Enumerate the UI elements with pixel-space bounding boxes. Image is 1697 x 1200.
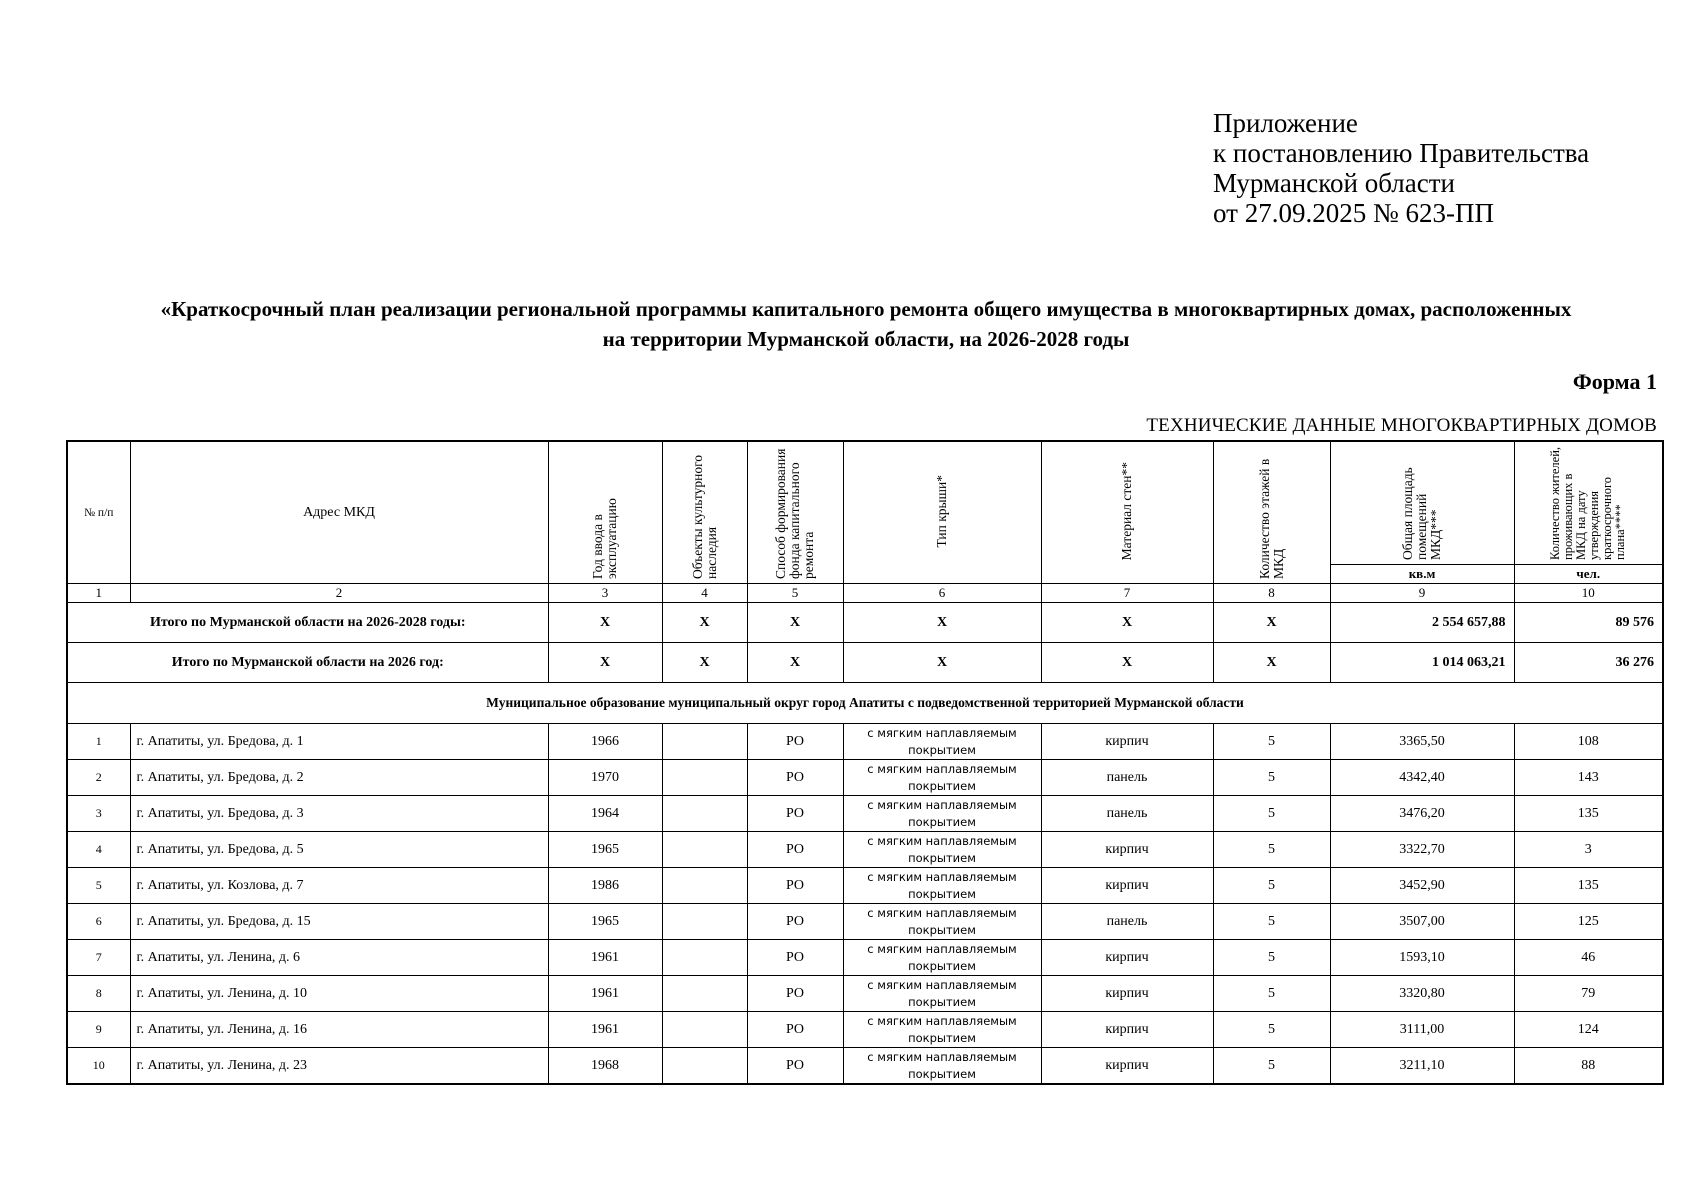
column-number: 6 bbox=[843, 584, 1041, 603]
row-address: г. Апатиты, ул. Ленина, д. 10 bbox=[130, 976, 548, 1012]
column-number: 10 bbox=[1514, 584, 1663, 603]
total-mark: X bbox=[843, 643, 1041, 683]
row-fund: РО bbox=[747, 904, 843, 940]
row-roof-type: с мягким наплавляемым покрытием bbox=[843, 976, 1041, 1012]
row-area: 3365,50 bbox=[1330, 724, 1514, 760]
column-number-row bbox=[67, 584, 1663, 603]
row-residents: 3 bbox=[1514, 832, 1663, 868]
total-row bbox=[67, 643, 1663, 683]
row-address: г. Апатиты, ул. Ленина, д. 23 bbox=[130, 1048, 548, 1085]
total-residents: 36 276 bbox=[1514, 643, 1663, 683]
column-number: 4 bbox=[662, 584, 747, 603]
row-area: 3507,00 bbox=[1330, 904, 1514, 940]
header-floors-text: Количество этажей в МКД bbox=[1256, 458, 1286, 579]
column-number: 3 bbox=[548, 584, 662, 603]
row-residents: 125 bbox=[1514, 904, 1663, 940]
row-floors: 5 bbox=[1213, 1012, 1330, 1048]
row-roof-type: с мягким наплавляемым покрытием bbox=[843, 832, 1041, 868]
row-floors: 5 bbox=[1213, 832, 1330, 868]
municipality-name: Муниципальное образование муниципальный округ город Апатиты с подведомственной территорией Мурманской области bbox=[67, 683, 1663, 724]
total-mark: X bbox=[843, 603, 1041, 643]
row-year: 1961 bbox=[548, 940, 662, 976]
row-area: 1593,10 bbox=[1330, 940, 1514, 976]
total-label: Итого по Мурманской области на 2026-2028 годы: bbox=[67, 603, 548, 643]
row-year: 1965 bbox=[548, 832, 662, 868]
row-address: г. Апатиты, ул. Козлова, д. 7 bbox=[130, 868, 548, 904]
row-address: г. Апатиты, ул. Бредова, д. 5 bbox=[130, 832, 548, 868]
row-heritage bbox=[662, 832, 747, 868]
row-heritage bbox=[662, 868, 747, 904]
row-area: 3111,00 bbox=[1330, 1012, 1514, 1048]
row-area: 3320,80 bbox=[1330, 976, 1514, 1012]
row-wall-material: кирпич bbox=[1041, 1048, 1213, 1085]
row-number: 7 bbox=[67, 940, 130, 976]
header-area bbox=[1330, 441, 1514, 565]
residents-unit: чел. bbox=[1514, 565, 1663, 584]
row-fund: РО bbox=[747, 868, 843, 904]
row-floors: 5 bbox=[1213, 724, 1330, 760]
row-residents: 108 bbox=[1514, 724, 1663, 760]
row-floors: 5 bbox=[1213, 1048, 1330, 1085]
row-residents: 88 bbox=[1514, 1048, 1663, 1085]
total-mark: X bbox=[1041, 643, 1213, 683]
row-heritage bbox=[662, 796, 747, 832]
row-heritage bbox=[662, 760, 747, 796]
row-area: 4342,40 bbox=[1330, 760, 1514, 796]
row-fund: РО bbox=[747, 1012, 843, 1048]
total-mark: X bbox=[1213, 603, 1330, 643]
document-title bbox=[66, 294, 1666, 354]
appendix-line: от 27.09.2025 № 623-ПП bbox=[1213, 198, 1494, 228]
header-heritage-text: Объекты культурного наследия bbox=[689, 454, 719, 579]
row-number: 5 bbox=[67, 868, 130, 904]
row-area: 3452,90 bbox=[1330, 868, 1514, 904]
tech-data-table bbox=[66, 440, 1664, 1085]
total-mark: X bbox=[1213, 643, 1330, 683]
header-year-text: Год ввода в эксплуатацию bbox=[590, 497, 619, 579]
total-residents: 89 576 bbox=[1514, 603, 1663, 643]
total-mark: X bbox=[747, 643, 843, 683]
row-roof-type: с мягким наплавляемым покрытием bbox=[843, 868, 1041, 904]
table-row bbox=[67, 760, 1663, 796]
header-walls-text: Материал стен** bbox=[1119, 462, 1134, 561]
table-row bbox=[67, 1012, 1663, 1048]
appendix-line: Приложение bbox=[1213, 108, 1358, 138]
row-year: 1970 bbox=[548, 760, 662, 796]
municipality-row bbox=[67, 683, 1663, 724]
title-line: «Краткосрочный план реализации региональной программы капитального ремонта общего имущества в многоквартирных домах, расположенных bbox=[160, 297, 1572, 321]
header-residents-text: Количество жителей, проживающих в МКД на дату утверждения краткосрочного плана**** bbox=[1548, 446, 1628, 560]
header-roof bbox=[843, 441, 1041, 584]
row-area: 3211,10 bbox=[1330, 1048, 1514, 1085]
total-area: 1 014 063,21 bbox=[1330, 643, 1514, 683]
row-address: г. Апатиты, ул. Ленина, д. 6 bbox=[130, 940, 548, 976]
row-heritage bbox=[662, 724, 747, 760]
total-area: 2 554 657,88 bbox=[1330, 603, 1514, 643]
row-roof-type: с мягким наплавляемым покрытием bbox=[843, 796, 1041, 832]
column-number: 7 bbox=[1041, 584, 1213, 603]
row-roof-type: с мягким наплавляемым покрытием bbox=[843, 760, 1041, 796]
row-year: 1968 bbox=[548, 1048, 662, 1085]
row-fund: РО bbox=[747, 940, 843, 976]
row-address: г. Апатиты, ул. Бредова, д. 15 bbox=[130, 904, 548, 940]
total-row bbox=[67, 603, 1663, 643]
title-line: на территории Мурманской области, на 2026-2028 годы bbox=[602, 327, 1130, 351]
total-mark: X bbox=[548, 603, 662, 643]
area-unit: кв.м bbox=[1330, 565, 1514, 584]
header-address: Адрес МКД bbox=[130, 441, 548, 584]
row-address: г. Апатиты, ул. Бредова, д. 2 bbox=[130, 760, 548, 796]
table-row bbox=[67, 904, 1663, 940]
table-row bbox=[67, 976, 1663, 1012]
row-year: 1965 bbox=[548, 904, 662, 940]
column-number: 2 bbox=[130, 584, 548, 603]
appendix-line: Мурманской области bbox=[1213, 168, 1455, 198]
total-mark: X bbox=[1041, 603, 1213, 643]
row-roof-type: с мягким наплавляемым покрытием bbox=[843, 1012, 1041, 1048]
row-roof-type: с мягким наплавляемым покрытием bbox=[843, 1048, 1041, 1085]
row-address: г. Апатиты, ул. Бредова, д. 3 bbox=[130, 796, 548, 832]
row-fund: РО bbox=[747, 724, 843, 760]
header-fund-text: Способ формирования фонда капитального ремонта bbox=[773, 448, 816, 579]
row-heritage bbox=[662, 1012, 747, 1048]
row-fund: РО bbox=[747, 976, 843, 1012]
total-label: Итого по Мурманской области на 2026 год: bbox=[67, 643, 548, 683]
row-address: г. Апатиты, ул. Бредова, д. 1 bbox=[130, 724, 548, 760]
total-mark: X bbox=[662, 643, 747, 683]
row-floors: 5 bbox=[1213, 904, 1330, 940]
row-floors: 5 bbox=[1213, 760, 1330, 796]
row-heritage bbox=[662, 976, 747, 1012]
row-wall-material: панель bbox=[1041, 760, 1213, 796]
row-year: 1961 bbox=[548, 1012, 662, 1048]
row-residents: 124 bbox=[1514, 1012, 1663, 1048]
row-heritage bbox=[662, 904, 747, 940]
table-row bbox=[67, 940, 1663, 976]
header-walls bbox=[1041, 441, 1213, 584]
row-year: 1964 bbox=[548, 796, 662, 832]
row-residents: 79 bbox=[1514, 976, 1663, 1012]
form-label: Форма 1 bbox=[1572, 369, 1657, 394]
row-wall-material: кирпич bbox=[1041, 868, 1213, 904]
row-number: 10 bbox=[67, 1048, 130, 1085]
row-address: г. Апатиты, ул. Ленина, д. 16 bbox=[130, 1012, 548, 1048]
header-num: № п/п bbox=[67, 441, 130, 584]
row-residents: 135 bbox=[1514, 796, 1663, 832]
row-wall-material: панель bbox=[1041, 904, 1213, 940]
row-number: 6 bbox=[67, 904, 130, 940]
row-year: 1966 bbox=[548, 724, 662, 760]
header-row bbox=[67, 441, 1663, 565]
column-number: 5 bbox=[747, 584, 843, 603]
row-wall-material: панель bbox=[1041, 796, 1213, 832]
row-area: 3476,20 bbox=[1330, 796, 1514, 832]
table-row bbox=[67, 832, 1663, 868]
header-year bbox=[548, 441, 662, 584]
row-wall-material: кирпич bbox=[1041, 724, 1213, 760]
row-floors: 5 bbox=[1213, 940, 1330, 976]
total-mark: X bbox=[548, 643, 662, 683]
row-number: 9 bbox=[67, 1012, 130, 1048]
total-mark: X bbox=[747, 603, 843, 643]
row-number: 3 bbox=[67, 796, 130, 832]
total-mark: X bbox=[662, 603, 747, 643]
table-caption: ТЕХНИЧЕСКИЕ ДАННЫЕ МНОГОКВАРТИРНЫХ ДОМОВ bbox=[1146, 415, 1657, 436]
row-year: 1986 bbox=[548, 868, 662, 904]
row-wall-material: кирпич bbox=[1041, 1012, 1213, 1048]
row-fund: РО bbox=[747, 760, 843, 796]
header-floors bbox=[1213, 441, 1330, 584]
header-residents bbox=[1514, 441, 1663, 565]
appendix-line: к постановлению Правительства bbox=[1213, 138, 1590, 168]
header-fund bbox=[747, 441, 843, 584]
column-number: 9 bbox=[1330, 584, 1514, 603]
row-floors: 5 bbox=[1213, 868, 1330, 904]
table-row bbox=[67, 724, 1663, 760]
table-row bbox=[67, 796, 1663, 832]
row-number: 8 bbox=[67, 976, 130, 1012]
header-heritage bbox=[662, 441, 747, 584]
row-residents: 135 bbox=[1514, 868, 1663, 904]
row-heritage bbox=[662, 940, 747, 976]
header-roof-text: Тип крыши* bbox=[934, 475, 949, 548]
row-floors: 5 bbox=[1213, 796, 1330, 832]
row-number: 1 bbox=[67, 724, 130, 760]
row-fund: РО bbox=[747, 796, 843, 832]
row-residents: 46 bbox=[1514, 940, 1663, 976]
row-roof-type: с мягким наплавляемым покрытием bbox=[843, 904, 1041, 940]
column-number: 8 bbox=[1213, 584, 1330, 603]
row-year: 1961 bbox=[548, 976, 662, 1012]
row-wall-material: кирпич bbox=[1041, 940, 1213, 976]
column-number: 1 bbox=[67, 584, 130, 603]
table-body bbox=[67, 441, 1663, 1084]
appendix-block bbox=[1213, 108, 1589, 228]
row-number: 2 bbox=[67, 760, 130, 796]
table-row bbox=[67, 868, 1663, 904]
row-roof-type: с мягким наплавляемым покрытием bbox=[843, 940, 1041, 976]
table-row bbox=[67, 1048, 1663, 1085]
row-wall-material: кирпич bbox=[1041, 832, 1213, 868]
row-roof-type: с мягким наплавляемым покрытием bbox=[843, 724, 1041, 760]
row-wall-material: кирпич bbox=[1041, 976, 1213, 1012]
row-number: 4 bbox=[67, 832, 130, 868]
row-fund: РО bbox=[747, 1048, 843, 1085]
row-heritage bbox=[662, 1048, 747, 1085]
row-residents: 143 bbox=[1514, 760, 1663, 796]
row-floors: 5 bbox=[1213, 976, 1330, 1012]
row-fund: РО bbox=[747, 832, 843, 868]
header-area-text: Общая площадь помещений МКД*** bbox=[1400, 467, 1443, 560]
row-area: 3322,70 bbox=[1330, 832, 1514, 868]
